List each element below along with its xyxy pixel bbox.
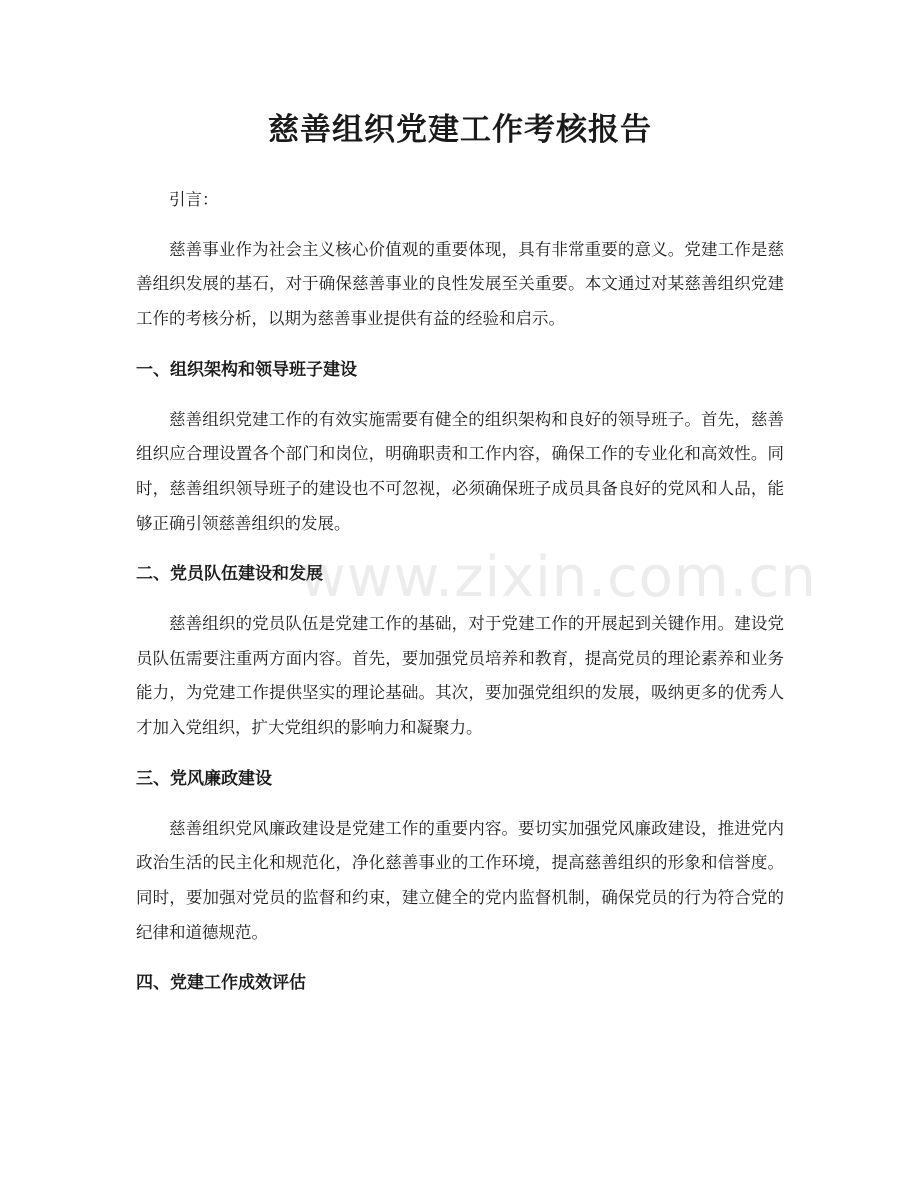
document-body: [136, 183, 784, 1016]
section-paragraph-3: 慈善组织党风廉政建设是党建工作的重要内容。要切实加强党风廉政建设，推进党内政治生活的民主化和规范化，净化慈善事业的工作环境，提高慈善组织的形象和信誉度。同时，要加强对党员的监督和约束，建立健全的党内监督机制，确保党员的行为符合党的纪律和道德规范。: [136, 818, 784, 942]
intro-label: 引言：: [169, 190, 219, 209]
watermark-text: www.zixin.com.cn: [300, 545, 817, 610]
section-heading-1: 一、组织架构和领导班子建设: [136, 359, 357, 380]
section-heading-4: 四、党建工作成效评估: [136, 973, 306, 994]
intro-paragraph: 慈善事业作为社会主义核心价值观的重要体现，具有非常重要的意义。党建工作是慈善组织发展的基石，对于确保慈善事业的良性发展至关重要。本文通过对某慈善组织党建工作的考核分析，以期为慈善事业提供有益的经验和启示。: [136, 239, 784, 329]
section-heading-2: 二、党员队伍建设和发展: [136, 564, 323, 585]
document-title: 慈善组织党建工作考核报告: [268, 112, 652, 148]
section-heading-3: 三、党风廉政建设: [136, 768, 272, 789]
section-paragraph-2: 慈善组织的党员队伍是党建工作的基础，对于党建工作的开展起到关键作用。建设党员队伍需要注重两方面内容。首先，要加强党员培养和教育，提高党员的理论素养和业务能力，为党建工作提供坚实的理论基础。其次，要加强党组织的发展，吸纳更多的优秀人才加入党组织，扩大党组织的影响力和凝聚力。: [136, 614, 784, 738]
section-paragraph-1: 慈善组织党建工作的有效实施需要有健全的组织架构和良好的领导班子。首先，慈善组织应合理设置各个部门和岗位，明确职责和工作内容，确保工作的专业化和高效性。同时，慈善组织领导班子的建设也不可忽视，必须确保班子成员具备良好的党风和人品，能够正确引领慈善组织的发展。: [136, 409, 784, 533]
